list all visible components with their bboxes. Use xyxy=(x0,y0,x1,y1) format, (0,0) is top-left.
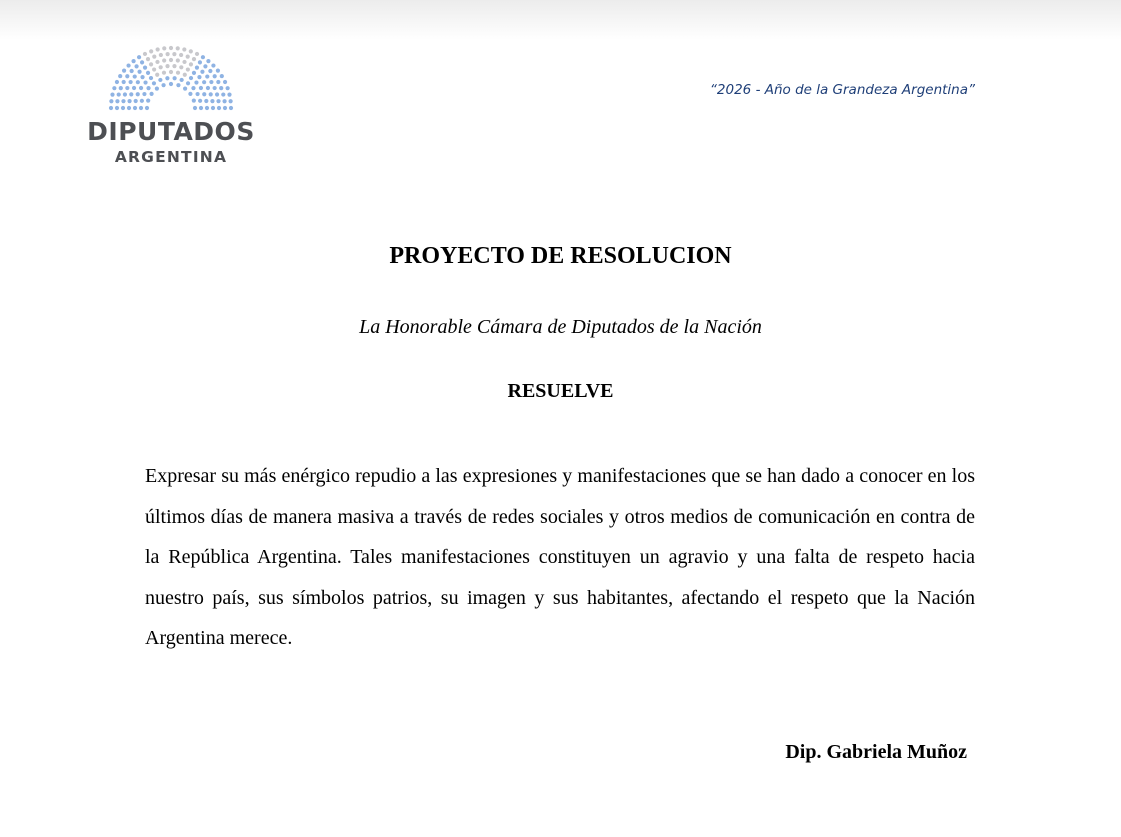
seat-dot xyxy=(122,68,126,72)
seat-dot xyxy=(205,74,209,78)
seat-dot xyxy=(221,92,225,96)
seat-dot xyxy=(146,57,150,61)
seat-dot xyxy=(227,93,231,97)
seat-dot xyxy=(186,81,190,85)
seat-dot xyxy=(182,47,186,51)
seat-dot xyxy=(122,80,126,84)
seat-dot xyxy=(195,52,199,56)
seat-dot xyxy=(216,80,220,84)
seat-dot xyxy=(161,83,165,87)
seat-dot xyxy=(191,86,195,90)
seat-dot xyxy=(159,65,163,69)
seat-dot xyxy=(130,69,134,73)
seat-dot xyxy=(152,55,156,59)
seat-dot xyxy=(195,66,199,70)
seat-dot xyxy=(149,76,153,80)
seat-dot xyxy=(219,86,223,90)
seat-dot xyxy=(165,64,169,68)
seat-dot xyxy=(110,93,114,97)
seat-dot xyxy=(149,62,153,66)
seat-dot xyxy=(169,82,173,86)
seat-dot xyxy=(193,106,197,110)
seat-dot xyxy=(169,46,173,50)
seat-dot xyxy=(204,99,208,103)
seat-dot xyxy=(162,46,166,50)
seat-dot xyxy=(127,99,131,103)
seat-dot xyxy=(123,92,127,96)
seat-dot xyxy=(226,86,230,90)
seat-dot xyxy=(213,74,217,78)
seat-dot xyxy=(192,57,196,61)
seat-dot xyxy=(186,55,190,59)
seat-dot xyxy=(229,99,233,103)
seat-dot xyxy=(134,64,138,68)
seat-dot xyxy=(209,80,213,84)
seat-dot xyxy=(133,106,137,110)
seat-dot xyxy=(217,106,221,110)
seat-dot xyxy=(208,69,212,73)
seat-dot xyxy=(188,92,192,96)
seat-dot xyxy=(198,99,202,103)
seat-dot xyxy=(229,106,233,110)
seat-dot xyxy=(176,58,180,62)
seat-dot xyxy=(136,80,140,84)
seat-dot xyxy=(169,70,173,74)
seat-dot xyxy=(198,60,202,64)
signature: Dip. Gabriela Muñoz xyxy=(785,741,967,763)
seat-dot xyxy=(117,92,121,96)
seat-dot xyxy=(139,86,143,90)
diputados-logo xyxy=(86,45,256,175)
seat-dot xyxy=(149,49,153,53)
seat-dot xyxy=(169,58,173,62)
logo-subname: ARGENTINA xyxy=(114,148,228,166)
seat-dot xyxy=(137,55,141,59)
seat-dot xyxy=(162,58,166,62)
seat-dot xyxy=(159,53,163,57)
seat-dot xyxy=(146,98,150,102)
seat-dot xyxy=(182,60,186,64)
seat-dot xyxy=(189,76,193,80)
resolution-body: Expresar su más enérgico repudio a las expresiones y manifestaciones que se han dado a conocer en los últimos días de manera masiva a través de redes sociales y otros medios de comunicación en contra de la República Argentina. Tales manifestaciones constituyen un agravio y una falta de respeto hacia nuestro país, sus símbolos patrios, su imagen y sus habitantes, afectando el respeto que la Nación Argentina merece. xyxy=(145,465,975,649)
seat-dot xyxy=(189,49,193,53)
chamber-name: La Honorable Cámara de Diputados de la Nación xyxy=(359,316,762,338)
seat-dot xyxy=(213,86,217,90)
seat-dot xyxy=(205,106,209,110)
seat-dot xyxy=(131,59,135,63)
seat-dot xyxy=(189,62,193,66)
seat-dot xyxy=(176,46,180,50)
seat-dot xyxy=(129,80,133,84)
seat-dot xyxy=(149,92,153,96)
seat-dot xyxy=(126,63,130,67)
seat-dot xyxy=(183,86,187,90)
page-top-shadow xyxy=(0,0,1121,40)
document-title: PROYECTO DE RESOLUCION xyxy=(389,243,732,269)
seat-dot xyxy=(211,63,215,67)
seat-dot xyxy=(109,99,113,103)
seat-dot xyxy=(206,86,210,90)
seat-dot xyxy=(155,86,159,90)
seat-dot xyxy=(210,99,214,103)
seat-dot xyxy=(195,92,199,96)
seat-dot xyxy=(216,68,220,72)
seat-dot xyxy=(201,55,205,59)
seat-dot xyxy=(127,106,131,110)
seat-dot xyxy=(125,86,129,90)
seat-dot xyxy=(223,106,227,110)
seat-dot xyxy=(118,74,122,78)
seat-dot xyxy=(206,59,210,63)
seat-dot xyxy=(176,83,180,87)
seat-dot xyxy=(165,76,169,80)
seat-dot xyxy=(134,99,138,103)
seat-dot xyxy=(200,70,204,74)
year-motto: “2026 - Año de la Grandeza Argentina” xyxy=(709,82,975,98)
seat-dot xyxy=(202,80,206,84)
seat-dot xyxy=(132,86,136,90)
seat-dot xyxy=(180,78,184,82)
seat-dot xyxy=(203,64,207,68)
seat-dot xyxy=(146,86,150,90)
seat-dot xyxy=(112,86,116,90)
seat-dot xyxy=(143,52,147,56)
seat-dot xyxy=(176,71,180,75)
seat-dot xyxy=(158,78,162,82)
seat-dot xyxy=(145,106,149,110)
seat-dot xyxy=(109,106,113,110)
seat-dot xyxy=(146,71,150,75)
seat-dot xyxy=(199,106,203,110)
seat-dot xyxy=(155,73,159,77)
seat-dot xyxy=(211,106,215,110)
seat-dot xyxy=(115,80,119,84)
seat-dot xyxy=(140,99,144,103)
seat-dot xyxy=(115,106,119,110)
seat-dot xyxy=(162,71,166,75)
seat-dot xyxy=(173,76,177,80)
seat-dot xyxy=(156,47,160,51)
seat-dot xyxy=(121,99,125,103)
seat-dot xyxy=(115,99,119,103)
seat-dot xyxy=(142,92,146,96)
seat-dot xyxy=(223,80,227,84)
seat-dot xyxy=(143,66,147,70)
seat-dot xyxy=(172,52,176,56)
seat-dot xyxy=(172,64,176,68)
seat-dot xyxy=(143,80,147,84)
hemicycle-icon xyxy=(106,45,236,111)
seat-dot xyxy=(152,67,156,71)
seat-dot xyxy=(179,65,183,69)
seat-dot xyxy=(220,74,224,78)
seat-dot xyxy=(121,106,125,110)
seat-dot xyxy=(129,92,133,96)
seat-dot xyxy=(202,92,206,96)
seat-dot xyxy=(139,106,143,110)
seat-dot xyxy=(216,99,220,103)
seat-dot xyxy=(192,71,196,75)
seat-dot xyxy=(199,86,203,90)
seat-dot xyxy=(222,99,226,103)
seat-dot xyxy=(179,53,183,57)
seat-dot xyxy=(166,52,170,56)
seat-dot xyxy=(140,75,144,79)
seat-dot xyxy=(209,92,213,96)
seat-dot xyxy=(155,60,159,64)
seat-dot xyxy=(186,67,190,71)
seat-dot xyxy=(192,98,196,102)
seat-dot xyxy=(152,81,156,85)
seat-dot xyxy=(125,74,129,78)
seat-dot xyxy=(133,74,137,78)
logo-name: DIPUTADOS xyxy=(87,117,255,146)
resolves-heading: RESUELVE xyxy=(507,380,614,402)
seat-dot xyxy=(136,92,140,96)
seat-dot xyxy=(197,75,201,79)
seat-dot xyxy=(215,92,219,96)
seat-dot xyxy=(137,70,141,74)
seat-dot xyxy=(194,80,198,84)
seat-dot xyxy=(119,86,123,90)
seat-dot xyxy=(183,73,187,77)
seat-dot xyxy=(140,60,144,64)
